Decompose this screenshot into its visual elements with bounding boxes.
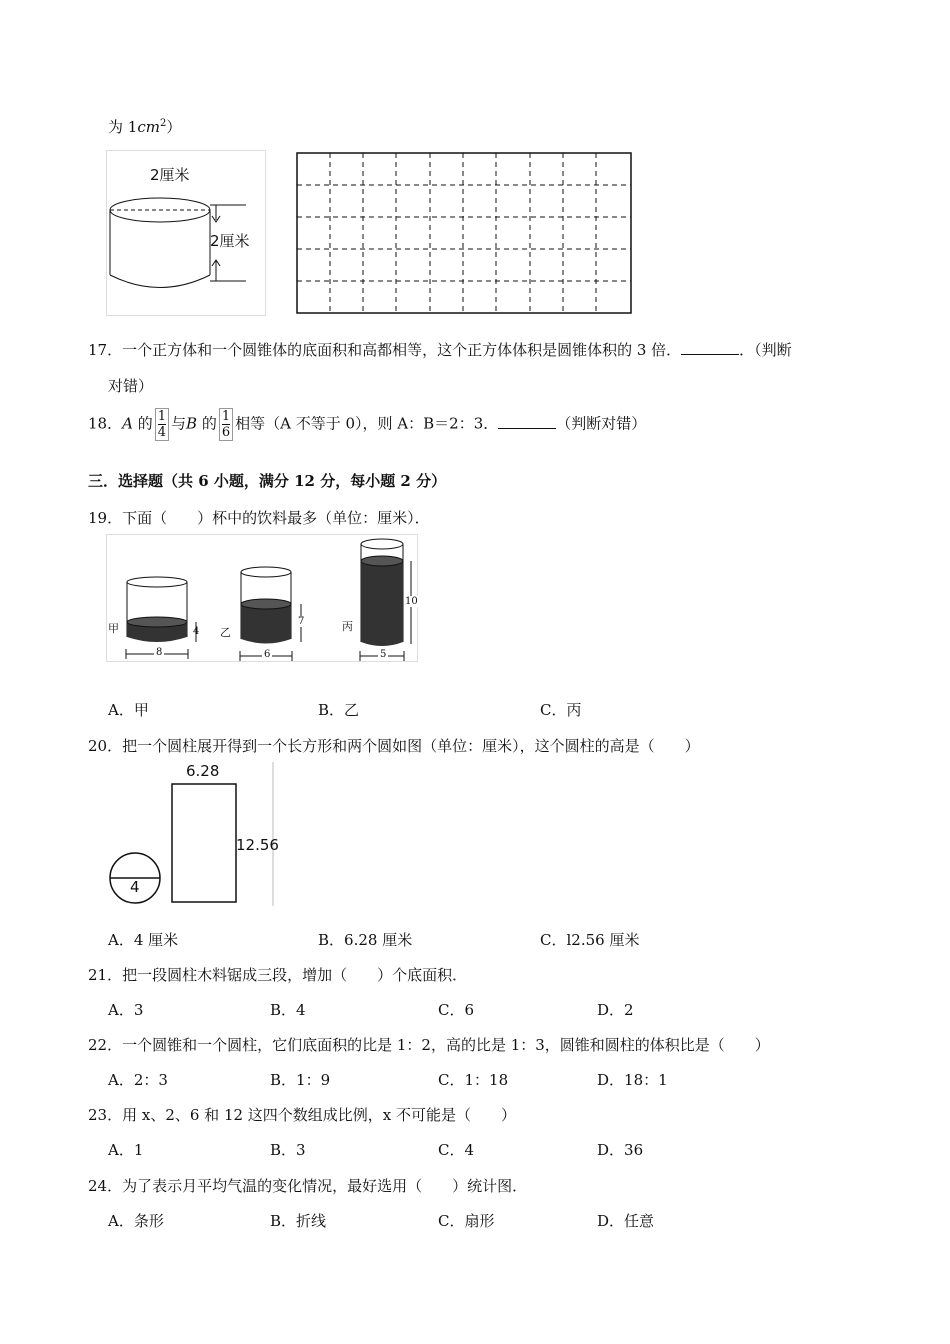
q20-option-c[interactable]: C．l2.56 厘米 — [540, 931, 640, 949]
rect-width-label: 6.28 — [186, 762, 220, 780]
q22-option-b[interactable]: B．1：9 — [270, 1071, 331, 1089]
cylinder-top-label: 2厘米 — [150, 166, 190, 184]
cup3-width: 5 — [380, 649, 387, 660]
q17: 17．一个正方体和一个圆锥体的底面积和高都相等，这个正方体体积是圆锥体积的 3 倍． ．（判断 — [88, 341, 792, 359]
q19: 19．下面（ ）杯中的饮料最多（单位：厘米）． — [88, 509, 430, 527]
q21-option-c[interactable]: C．6 — [438, 1001, 475, 1019]
q21: 21．把一段圆柱木料锯成三段，增加（ ）个底面积． — [88, 966, 468, 984]
q21-option-d[interactable]: D．2 — [597, 1001, 634, 1019]
cup1-width: 8 — [156, 647, 163, 658]
section-heading: 三．选择题（共 6 小题，满分 12 分，每小题 2 分） — [88, 472, 447, 490]
q24: 24．为了表示月平均气温的变化情况，最好选用（ ）统计图． — [88, 1177, 528, 1195]
q22-option-a[interactable]: A．2：3 — [108, 1071, 168, 1089]
cup2-width: 6 — [264, 649, 271, 660]
q23-option-a[interactable]: A．1 — [108, 1141, 144, 1159]
q20-option-b[interactable]: B．6.28 厘米 — [318, 931, 413, 949]
q20-option-a[interactable]: A．4 厘米 — [108, 931, 179, 949]
cylinder-side-label: 2厘米 — [210, 232, 250, 250]
q17-line2: 对错） — [108, 377, 154, 395]
answer-blank[interactable] — [681, 340, 739, 355]
cup-label-yi: 乙 — [220, 626, 231, 639]
q22-option-d[interactable]: D．18：1 — [597, 1071, 668, 1089]
q24-option-d[interactable]: D．任意 — [597, 1212, 655, 1230]
cup-label-jia: 甲 — [108, 622, 119, 635]
q19-option-b[interactable]: B．乙 — [318, 701, 360, 719]
q18: 18．A 的 $\frac{1}{4}$ 与B 的 $\frac{1}{6}$ 相等（A 不等于 0），则 A：B＝2：3． （判断对错） — [88, 409, 647, 440]
q24-option-b[interactable]: B．折线 — [270, 1212, 327, 1230]
cups-figure — [106, 534, 418, 662]
cup-label-bing: 丙 — [342, 620, 353, 633]
q20: 20．把一个圆柱展开得到一个长方形和两个圆如图（单位：厘米），这个圆柱的高是（ ） — [88, 737, 700, 755]
circle-diameter-label: 4 — [130, 878, 140, 896]
q23: 23．用 x、2、6 和 12 这四个数组成比例，x 不可能是（ ） — [88, 1106, 517, 1124]
cup2-height: 7 — [298, 616, 305, 627]
q16-tail: 为 $1cm^2$） — [108, 118, 182, 136]
rect-height-label: 12.56 — [236, 836, 279, 854]
q21-option-a[interactable]: A．3 — [108, 1001, 144, 1019]
q22-option-c[interactable]: C．1：18 — [438, 1071, 509, 1089]
unfolded-cylinder-figure — [106, 762, 279, 908]
q19-option-c[interactable]: C．丙 — [540, 701, 582, 719]
q21-option-b[interactable]: B．4 — [270, 1001, 306, 1019]
cup1-height: 4 — [193, 626, 200, 637]
q19-option-a[interactable]: A．甲 — [108, 701, 149, 719]
fraction-1-4: $\frac{1}{4}$ — [155, 408, 169, 441]
answer-blank[interactable] — [498, 414, 556, 429]
q23-option-b[interactable]: B．3 — [270, 1141, 306, 1159]
grid-figure — [296, 152, 634, 316]
cylinder-figure — [106, 150, 266, 316]
fraction-1-6: $\frac{1}{6}$ — [219, 408, 233, 441]
q23-option-c[interactable]: C．4 — [438, 1141, 475, 1159]
q22: 22．一个圆锥和一个圆柱，它们底面积的比是 1：2，高的比是 1：3，圆锥和圆柱的体积比是（ ） — [88, 1036, 770, 1054]
q24-option-c[interactable]: C．扇形 — [438, 1212, 495, 1230]
cup3-height: 10 — [405, 596, 418, 607]
q24-option-a[interactable]: A．条形 — [108, 1212, 164, 1230]
q23-option-d[interactable]: D．36 — [597, 1141, 644, 1159]
